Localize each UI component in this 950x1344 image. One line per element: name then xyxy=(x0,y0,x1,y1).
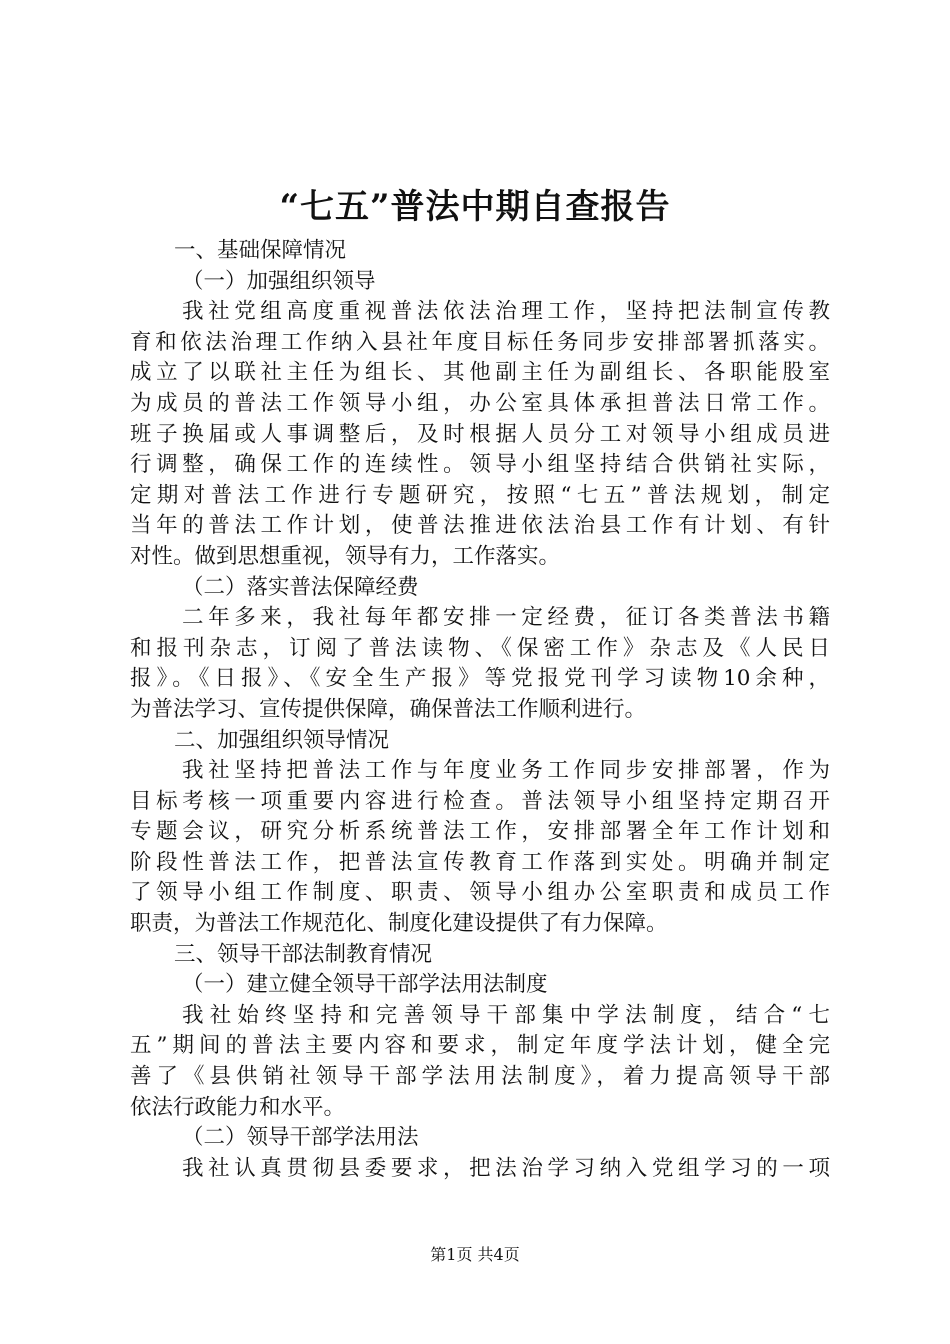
paragraph-line: 了领导小组工作制度、职责、领导小组办公室职责和成员工作 xyxy=(130,880,830,906)
subsection-heading: （一）建立健全领导干部学法用法制度 xyxy=(182,972,548,998)
subsection-heading: （二）领导干部学法用法 xyxy=(182,1125,419,1151)
section-heading: 二、加强组织领导情况 xyxy=(174,727,390,753)
paragraph-line: 当年的普法工作计划，使普法推进依法治县工作有计划、有针 xyxy=(130,513,830,539)
paragraph-line: 为普法学习、宣传提供保障，确保普法工作顺利进行。 xyxy=(130,696,647,722)
paragraph-line: 行调整，确保工作的连续性。领导小组坚持结合供销社实际， xyxy=(130,452,830,478)
paragraph-line: 育和依法治理工作纳入县社年度目标任务同步安排部署抓落实。 xyxy=(130,329,830,355)
paragraph-line: 二年多来，我社每年都安排一定经费，征订各类普法书籍 xyxy=(182,605,830,631)
paragraph-line: 我社认真贯彻县委要求，把法治学习纳入党组学习的一项 xyxy=(182,1155,830,1181)
paragraph-line: 对性。做到思想重视，领导有力，工作落实。 xyxy=(130,543,561,569)
paragraph-line: 职责，为普法工作规范化、制度化建设提供了有力保障。 xyxy=(130,911,668,937)
paragraph-line: 五”期间的普法主要内容和要求，制定年度学法计划，健全完 xyxy=(130,1033,830,1059)
paragraph-line: 班子换届或人事调整后，及时根据人员分工对领导小组成员进 xyxy=(130,421,830,447)
subsection-heading: （二）落实普法保障经费 xyxy=(182,574,419,600)
page-footer: 第1页 共4页 xyxy=(430,1245,520,1264)
section-heading: 一、基础保障情况 xyxy=(174,238,347,263)
section-heading: 三、领导干部法制教育情况 xyxy=(174,941,433,967)
paragraph-line: 善了《县供销社领导干部学法用法制度》，着力提高领导干部 xyxy=(130,1064,830,1090)
paragraph-line: 专题会议，研究分析系统普法工作，安排部署全年工作计划和 xyxy=(130,819,830,845)
paragraph-line: 我社党组高度重视普法依法治理工作，坚持把法制宣传教 xyxy=(182,299,830,325)
paragraph-line: 阶段性普法工作，把普法宣传教育工作落到实处。明确并制定 xyxy=(130,849,830,875)
paragraph-line: 定期对普法工作进行专题研究，按照“七五”普法规划，制定 xyxy=(130,482,830,508)
paragraph-line: 和报刊杂志，订阅了普法读物、《保密工作》杂志及《人民日 xyxy=(130,635,830,661)
paragraph-line: 成立了以联社主任为组长、其他副主任为副组长、各职能股室 xyxy=(130,360,830,386)
paragraph-line: 报》。《日报》、《安全生产报》等党报党刊学习读物10余种， xyxy=(130,666,830,692)
paragraph-line: 我社坚持把普法工作与年度业务工作同步安排部署，作为 xyxy=(182,758,830,784)
subsection-heading: （一）加强组织领导 xyxy=(182,268,376,294)
paragraph-line: 我社始终坚持和完善领导干部集中学法制度，结合“七 xyxy=(182,1002,830,1028)
document-body xyxy=(130,236,830,1184)
paragraph-line: 目标考核一项重要内容进行检查。普法领导小组坚持定期召开 xyxy=(130,788,830,814)
paragraph-line: 依法行政能力和水平。 xyxy=(130,1094,346,1120)
document-title: “七五”普法中期自查报告 xyxy=(279,187,671,227)
paragraph-line: 为成员的普法工作领导小组，办公室具体承担普法日常工作。 xyxy=(130,390,830,416)
